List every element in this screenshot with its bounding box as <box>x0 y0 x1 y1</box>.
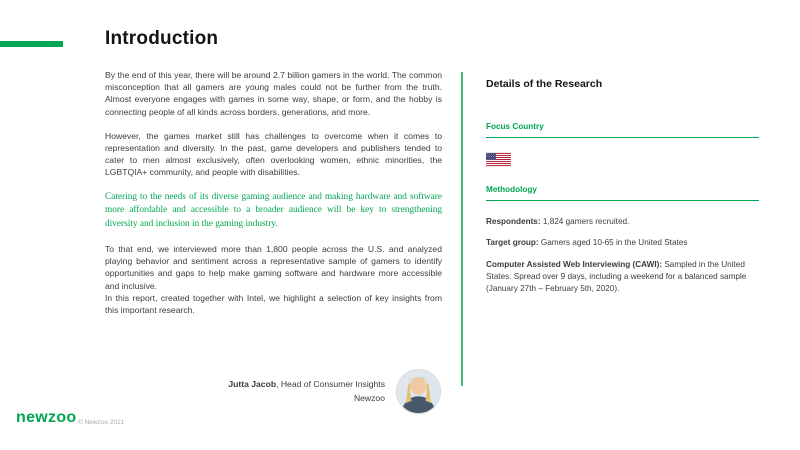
author-name: Jutta Jacob <box>228 379 277 390</box>
research-details-panel <box>486 78 759 304</box>
newzoo-logo: newzoo <box>16 409 77 426</box>
details-heading: Details of the Research <box>486 78 603 90</box>
intro-paragraph: In this report, created together with Intel, we highlight a selection of key insights from this important research. <box>105 292 442 316</box>
cawi-item <box>486 259 759 296</box>
methodology-items <box>486 216 759 295</box>
target-group-text: Gamers aged 10-65 in the United States <box>538 238 688 248</box>
intro-paragraph: By the end of this year, there will be around 2.7 billion gamers in the world. The common misconception that all gamers are young males could not be further from the truth. Almost everyone engages with games in some way, shape, or form, and the hobby is connecting people of all kinds across borders, generations, and more. <box>105 70 442 117</box>
us-flag-icon <box>486 151 759 168</box>
author-attribution <box>105 368 442 415</box>
focus-country-label: Focus Country <box>486 122 759 138</box>
intro-paragraph: However, the games market still has challenges to overcome when it comes to representation and diversity. In the past, game developers and publishers tended to cater to men almost exclusively, often overlooking women, ethnic minorities, the LGBTQIA+ community, and people with disabilities. <box>105 130 442 178</box>
intro-paragraph: To that end, we interviewed more than 1,800 people across the U.S. and analyzed playing behavior and sentiment across a representative sample of gamers to identify opportunities and gaps to help make gaming software and hardware more accessible and inclusive. <box>105 244 442 291</box>
highlight-paragraph: Catering to the needs of its diverse gaming audience and making hardware and software more affordable and accessible to a broader audience will be key to strengthening diversity and inclusion in the gaming industry. <box>105 191 442 229</box>
page-title: Introduction <box>105 28 219 49</box>
target-group-label: Target group: <box>486 238 539 248</box>
target-group-item <box>486 237 759 249</box>
accent-bar <box>0 41 63 47</box>
author-role: , Head of Consumer Insights <box>276 379 385 390</box>
methodology-label: Methodology <box>486 185 759 201</box>
cawi-label: Computer Assisted Web Interviewing (CAWI): <box>486 259 663 269</box>
author-company: Newzoo <box>353 392 385 403</box>
avatar <box>395 368 442 415</box>
respondents-text: 1,824 gamers recruited. <box>540 217 630 226</box>
copyright-text: © Newzoo 2021 <box>78 419 125 426</box>
cawi-text: Sampled in the United States. Spread over 9 days, including a weekend for a balanced sample (January 27th – February 5th, 2020). <box>486 259 747 294</box>
intro-text-block <box>105 69 442 328</box>
respondents-item <box>486 216 759 228</box>
vertical-divider <box>461 72 463 386</box>
author-text <box>228 378 385 405</box>
author-line <box>228 378 385 391</box>
respondents-label: Respondents: <box>486 217 541 226</box>
